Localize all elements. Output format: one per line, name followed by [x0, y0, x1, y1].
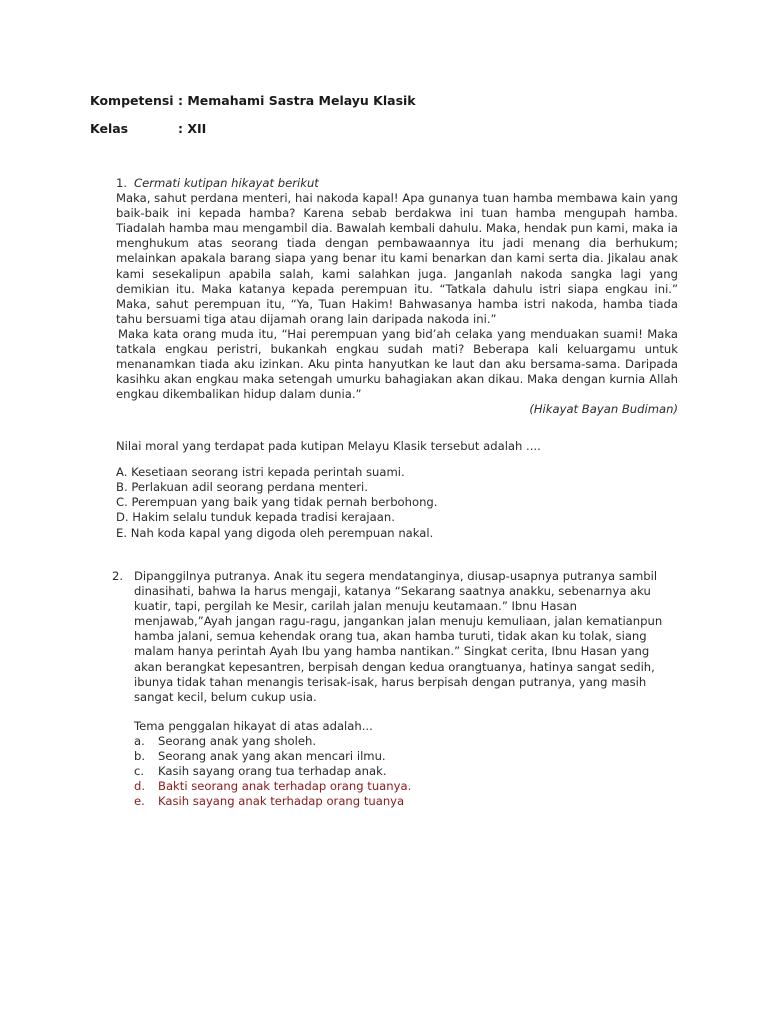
- q2-option-e-text: Kasih sayang anak terhadap orang tuanya: [158, 794, 405, 809]
- q2-option-d: [134, 779, 678, 794]
- q2-option-d-text: Bakti seorang anak terhadap orang tuanya.: [158, 779, 412, 794]
- q1-paragraph-1: Maka, sahut perdana menteri, hai nakoda kapal! Apa gunanya tuan hamba membawa kain yang baik-baik ini kepada hamba? Karena sebab berdakwa ini tuan hamba mengupah hamba. Tiadalah hamba mau mengambil dia. Bawalah kembali dahulu. Maka, hendak pun kami, maka ia menghukum atas seorang tiada dengan pembawaannya itu jadi menang dia berhukum; melainkan apakala barang siapa yang benar itu kami benarkan dan kami serta dia. Jikalau anak kami sesekalipun apabila salah, kami salahkan juga. Janganlah nakoda sangka lagi yang demikian itu. Maka katanya kepada perempuan itu. “Tatkala dahulu istri siapa engkau ini.” Maka, sahut perempuan itu, “Ya, Tuan Hakim! Bahwasanya hamba istri nakoda, hamba tiada tahu bersuami tiga atau dijamah orang lain daripada nakoda ini.”: [116, 191, 678, 326]
- kelas-value: : XII: [178, 121, 207, 136]
- q2-option-b-letter: b.: [134, 749, 146, 764]
- q2-question: Tema penggalan hikayat di atas adalah...: [134, 718, 373, 733]
- q1-question: Nilai moral yang terdapat pada kutipan Melayu Klasik tersebut adalah ....: [116, 438, 541, 453]
- kelas-line: [90, 121, 206, 136]
- question-1: [116, 176, 678, 541]
- q1-option-e: E. Nah koda kapal yang digoda oleh perempuan nakal.: [116, 525, 434, 540]
- kompetensi-line: [90, 93, 416, 108]
- q2-number: 2.: [112, 569, 124, 583]
- kompetensi-value: : Memahami Sastra Melayu Klasik: [178, 93, 416, 108]
- q1-option-b: B. Perlakuan adil seorang perdana menteri.: [116, 480, 368, 495]
- q1-option-c: C. Perempuan yang baik yang tidak pernah berbohong.: [116, 495, 438, 510]
- q2-option-a-text: Seorang anak yang sholeh.: [158, 733, 317, 748]
- q2-option-c-letter: c.: [134, 764, 145, 779]
- q1-number: 1.: [116, 176, 128, 190]
- q1-instruction-text: Cermati kutipan hikayat berikut: [134, 176, 319, 190]
- q2-option-e-letter: e.: [134, 794, 145, 809]
- kelas-label: Kelas: [90, 121, 129, 136]
- question-2: [112, 569, 678, 809]
- q1-option-d: D. Hakim selalu tunduk kepada tradisi kerajaan.: [116, 510, 395, 525]
- q1-instruction: [116, 176, 678, 191]
- q1-source: (Hikayat Bayan Budiman): [529, 402, 678, 417]
- q2-option-a: [134, 734, 678, 749]
- kompetensi-label: Kompetensi: [90, 93, 174, 108]
- q1-option-a: A. Kesetiaan seorang istri kepada perintah suami.: [116, 465, 405, 480]
- q2-option-b-text: Seorang anak yang akan mencari ilmu.: [158, 749, 386, 764]
- q2-passage: Dipanggilnya putranya. Anak itu segera mendatanginya, diusap-usapnya putranya sambil dinasihati, bahwa Ia harus mengaji, katanya “Sekarang saatnya anakku, sebenarnya aku kuatir, tapi, pergilah ke Mesir, carilah jalan menuju keutamaan.” Ibnu Hasan menjawab,”Ayah jangan ragu-ragu, jangankan jalan menuju kemuliaan, jalan kematianpun hamba jalani, semua kehendak orang tua, akan hamba turuti, tidak akan ku tolak, siang malam hanya perintah Ayah Ibu yang hamba nantikan.” Singkat cerita, Ibnu Hasan yang akan berangkat kepesantren, berpisah dengan kedua orangtuanya, hatinya sangat sedih, ibunya tidak tahan menangis terisak-isak, harus berpisah dengan putranya, yang masih sangat kecil, belum cukup usia.: [134, 569, 663, 704]
- q2-option-e: [134, 794, 678, 809]
- q1-paragraph-2: Maka kata orang muda itu, “Hai perempuan yang bid’ah celaka yang menduakan suami! Maka tatkala engkau peristri, bukankah engkau sudah mati? Beberapa kali keluargamu untuk menanamkan tiada aku izinkan. Aku pinta hanyutkan ke laut dan aku bersama-sama. Daripada kasihku akan engkau maka setengah umurku bahagiakan akan dikau. Maka dengan kurnia Allah engkau dikembalikan hidup dalam dunia.”: [116, 326, 678, 402]
- q2-option-c-text: Kasih sayang orang tua terhadap anak.: [158, 764, 387, 779]
- q2-option-a-letter: a.: [134, 733, 145, 748]
- q2-option-d-letter: d.: [134, 779, 146, 794]
- q2-option-c: [134, 764, 678, 779]
- q2-option-b: [134, 749, 678, 764]
